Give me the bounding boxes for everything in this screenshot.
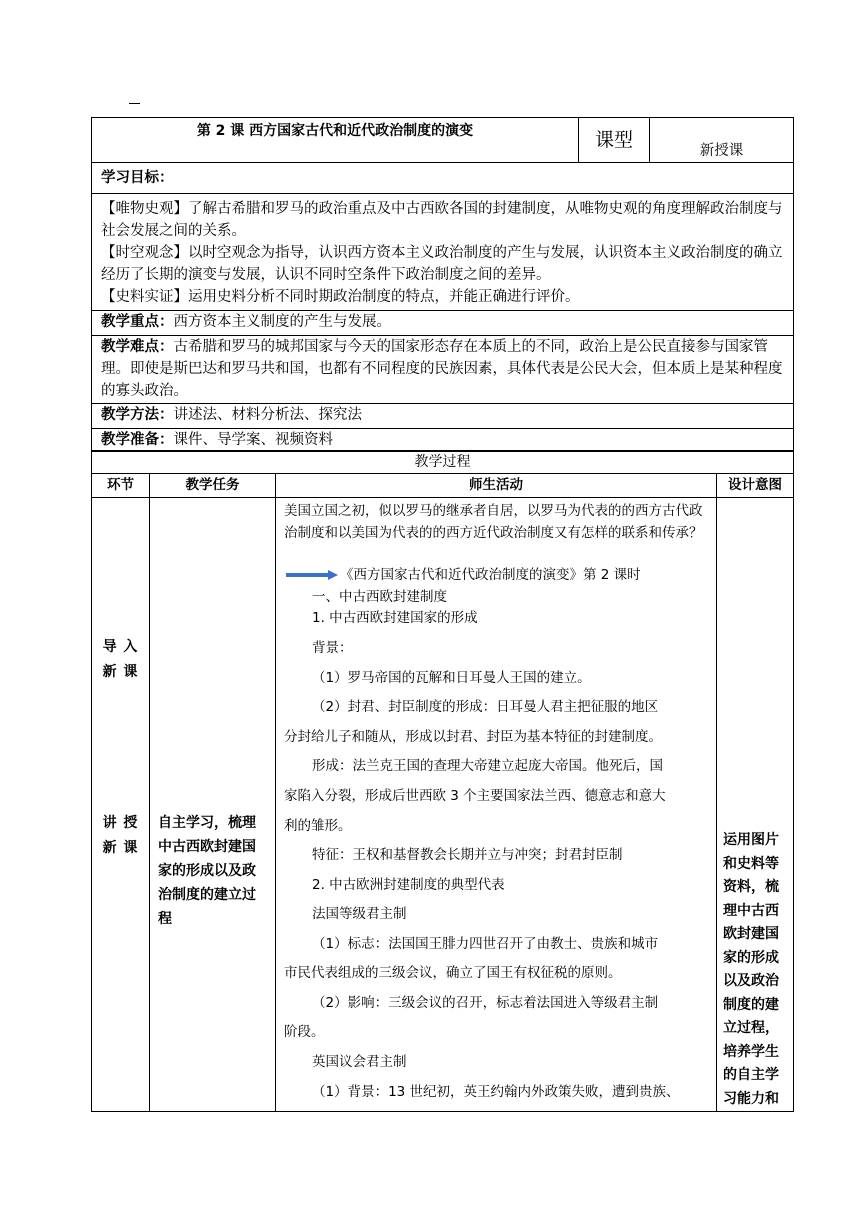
segment-cell <box>92 498 150 1112</box>
objective-evidence: 【史料实证】运用史料分析不同时期政治制度的特点，并能正确进行评价。 <box>101 289 580 305</box>
activity-line: （2）影响：三级会议的召开，标志着法国进入等级君主制 <box>312 995 659 1011</box>
task-text: 自主学习，梳理中古西欧封建国家的形成以及政治制度的建立过程 <box>158 815 256 927</box>
activity-line: 特征：王权和基督教会长期并立与冲突；封君封臣制 <box>312 847 623 863</box>
activity-line: 法国等级君主制 <box>312 906 407 922</box>
lesson-info-table <box>91 117 794 452</box>
activity-line: 背景： <box>312 640 353 656</box>
objective-materialism: 【唯物史观】了解古希腊和罗马的政治重点及中古西欧各国的封建制度，从唯物史观的角度理解政治制度与社会发展之间的关系。 <box>101 201 783 239</box>
objectives-body <box>92 194 794 311</box>
objectives-heading: 学习目标： <box>92 163 794 194</box>
title-row <box>92 118 794 163</box>
method-label: 教学方法： <box>101 407 174 423</box>
task-cell <box>150 498 276 1112</box>
activity-line: （1）罗马帝国的瓦解和日耳曼人王国的建立。 <box>312 670 591 686</box>
activity-line: 利的雏形。 <box>284 818 352 834</box>
prep-label: 教学准备： <box>101 432 174 448</box>
difficulty-row <box>92 336 794 404</box>
segment-intro: 导 入 新 课 <box>102 639 139 680</box>
activity-line: 分封给儿子和随从，形成以封君、封臣为基本特征的封建制度。 <box>284 729 662 745</box>
lesson-type-value: 新授课 <box>650 118 794 163</box>
method-text: 讲述法、材料分析法、探究法 <box>173 407 362 423</box>
activity-cell <box>276 498 717 1112</box>
subsection-1: 1. 中古西欧封建国家的形成 <box>312 610 478 626</box>
intro-question: 美国立国之初，似以罗马的继承者自居，以罗马为代表的的西方古代政治制度和以美国为代表的的西方近代政治制度又有怎样的联系和传承？ <box>284 503 703 541</box>
activity-line: （1）背景：13 世纪初，英王约翰内外政策失败，遭到贵族、 <box>312 1084 680 1100</box>
difficulty-label: 教学难点： <box>101 339 174 355</box>
lesson-link-text: 《西方国家古代和近代政治制度的演变》第 2 课时 <box>340 567 641 583</box>
activity-line: 家陷入分裂，形成后世西欧 3 个主要国家法兰西、德意志和意大 <box>284 788 666 804</box>
activity-line: 形成：法兰克王国的查理大帝建立起庞大帝国。他死后，国 <box>312 758 663 774</box>
prep-row <box>92 429 794 452</box>
process-title-row <box>92 451 794 474</box>
right-arrow-icon <box>286 570 338 580</box>
objective-space-time: 【时空观念】以时空观念为指导，认识西方资本主义政治制度的产生与发展，认识资本主义政治制度的确立经历了长期的演变与发展，认识不同时空条件下政治制度之间的差异。 <box>101 245 783 283</box>
method-row <box>92 404 794 429</box>
process-table <box>91 450 794 1112</box>
difficulty <box>92 336 794 404</box>
difficulty-text: 古希腊和罗马的城邦国家与今天的国家形态存在本质上的不同，政治上是公民直接参与国家管理。即使是斯巴达和罗马共和国，也都有不同程度的民族因素，具体代表是公民大会，但本质上是某种程度的寡头政治。 <box>101 339 783 399</box>
key-point-text: 西方资本主义制度的产生与发展。 <box>173 314 391 330</box>
process-header-row <box>92 474 794 498</box>
header-segment: 环节 <box>92 474 150 498</box>
header-dash <box>129 103 140 104</box>
activity-line: （2）封君、封臣制度的形成：日耳曼人君主把征服的地区 <box>312 699 659 715</box>
teaching-prep <box>92 429 794 452</box>
lesson-type-label: 课型 <box>579 118 650 163</box>
prep-text: 课件、导学案、视频资料 <box>173 432 333 448</box>
header-task: 教学任务 <box>150 474 276 498</box>
process-title: 教学过程 <box>92 451 794 474</box>
lesson-link <box>286 565 708 585</box>
key-point-row <box>92 311 794 336</box>
objectives-heading-row <box>92 163 794 194</box>
activity-line: 市民代表组成的三级会议，确立了国王有权征税的原则。 <box>284 965 622 981</box>
activity-line: 阶段。 <box>284 1024 325 1040</box>
lesson-title: 第 2 课 西方国家古代和近代政治制度的演变 <box>92 118 579 163</box>
key-point-label: 教学重点： <box>101 314 174 330</box>
intent-cell <box>717 498 794 1112</box>
header-intent: 设计意图 <box>717 474 794 498</box>
activity-line: 英国议会君主制 <box>312 1054 407 1070</box>
subsection-2: 2. 中古欧洲封建制度的典型代表 <box>312 877 505 893</box>
objectives-row <box>92 194 794 311</box>
activity-line: （1）标志：法国国王腓力四世召开了由教士、贵族和城市 <box>312 936 659 952</box>
section-heading: 一、中古西欧封建制度 <box>312 589 447 605</box>
segment-teach: 讲 授 新 课 <box>102 815 139 856</box>
key-point <box>92 311 794 336</box>
intent-text: 运用图片和史料等资料，梳理中古西欧封建国家的形成以及政治制度的建立过程，培养学生的自主学习能力和 <box>723 832 779 1107</box>
teaching-method <box>92 404 794 429</box>
header-activity: 师生活动 <box>276 474 717 498</box>
process-body-row <box>92 498 794 1112</box>
